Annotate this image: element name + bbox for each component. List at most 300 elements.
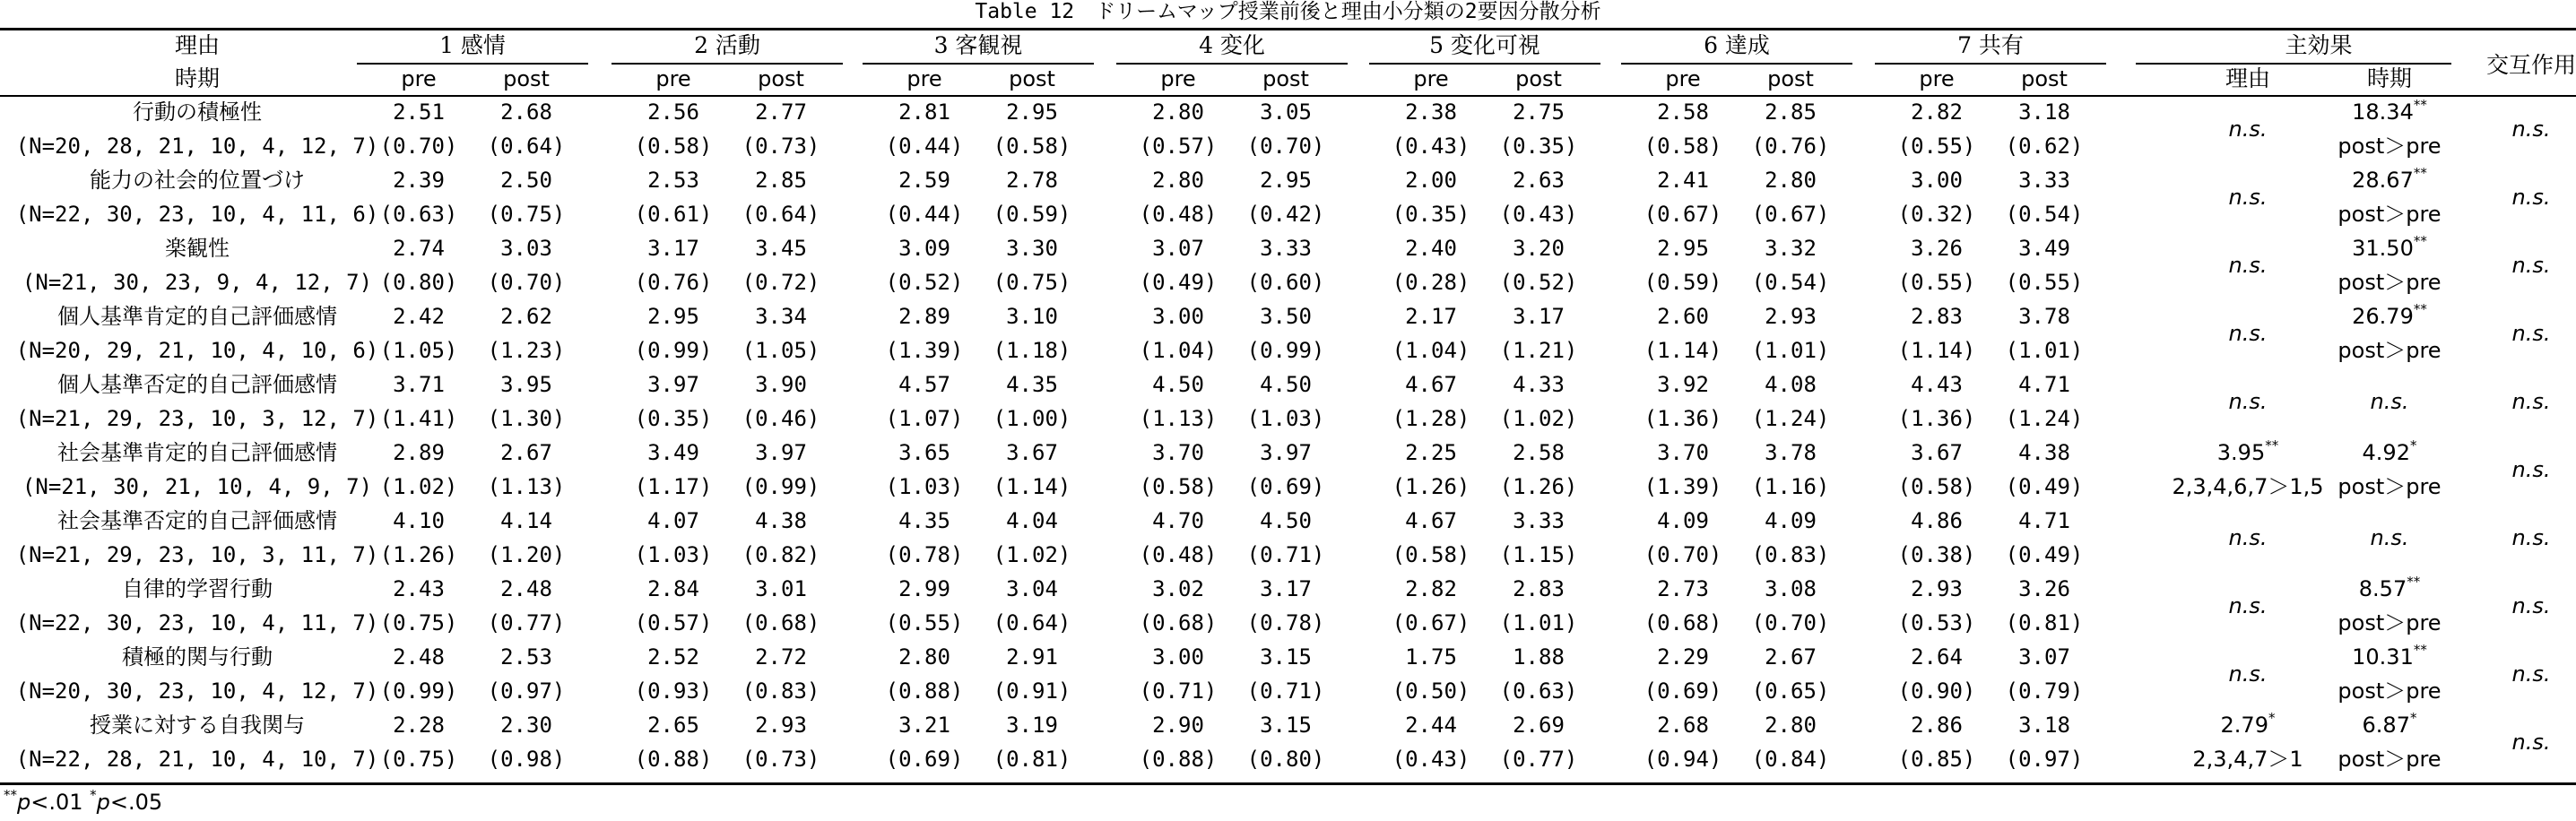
mean-cell: 3.17 xyxy=(1513,304,1565,329)
row-label: 社会基準肯定的自己評価感情 xyxy=(57,440,337,465)
mean-cell: 4.08 xyxy=(1765,372,1817,397)
sd-cell: (1.05) xyxy=(742,338,820,363)
reason-effect-ns: n.s. xyxy=(2228,593,2268,618)
main-period-header: 時期 xyxy=(2366,65,2412,91)
group-header: 1 感情 xyxy=(439,32,506,58)
row-n: (N=21, 30, 23, 9, 4, 12, 7) xyxy=(22,270,373,295)
row-label: 能力の社会的位置づけ xyxy=(90,168,305,193)
row-n: (N=22, 30, 23, 10, 4, 11, 7) xyxy=(15,610,379,635)
sd-cell: (0.59) xyxy=(1644,270,1722,295)
reason-effect-ns: n.s. xyxy=(2228,117,2268,142)
sd-cell: (0.80) xyxy=(379,270,458,295)
mean-cell: 1.75 xyxy=(1405,644,1457,670)
mean-cell: 3.04 xyxy=(1006,576,1058,601)
period-effect-note: post＞pre xyxy=(2337,270,2442,295)
group-header: 5 変化可視 xyxy=(1429,32,1540,58)
sd-cell: (0.88) xyxy=(634,747,713,772)
sd-cell: (0.48) xyxy=(1139,542,1218,567)
mean-cell: 4.70 xyxy=(1152,508,1204,533)
sd-cell: (0.63) xyxy=(1499,678,1578,704)
sd-cell: (0.64) xyxy=(742,202,820,227)
sd-cell: (1.16) xyxy=(1751,474,1830,499)
sd-cell: (0.70) xyxy=(1246,134,1325,159)
period-effect-sig: ** xyxy=(2413,301,2427,317)
mean-cell: 2.77 xyxy=(755,99,807,125)
period-effect-sig: * xyxy=(2409,437,2417,454)
sd-cell: (1.02) xyxy=(993,542,1071,567)
mean-cell: 2.68 xyxy=(500,99,552,125)
sd-cell: (0.65) xyxy=(1751,678,1830,704)
pre-header: pre xyxy=(906,66,942,91)
sd-cell: (0.70) xyxy=(1751,610,1830,635)
period-effect-value xyxy=(2300,644,2479,670)
row-n: (N=21, 30, 21, 10, 4, 9, 7) xyxy=(22,474,373,499)
mean-cell: 2.95 xyxy=(1006,99,1058,125)
pre-header: pre xyxy=(401,66,437,91)
footnote-text1: <.01 xyxy=(30,790,91,815)
mean-cell: 3.08 xyxy=(1765,576,1817,601)
sd-cell: (0.71) xyxy=(1246,542,1325,567)
row-n: (N=20, 28, 21, 10, 4, 12, 7) xyxy=(15,134,379,159)
sd-cell: (1.18) xyxy=(993,338,1071,363)
sd-cell: (0.68) xyxy=(742,610,820,635)
sd-cell: (0.49) xyxy=(2005,474,2084,499)
sd-cell: (1.24) xyxy=(2005,406,2084,431)
period-effect-value xyxy=(2300,303,2479,330)
period-effect-note: post＞pre xyxy=(2337,678,2442,704)
period-effect-value xyxy=(2300,167,2479,194)
period-effect-ns: n.s. xyxy=(2370,389,2409,414)
sd-cell: (0.75) xyxy=(379,610,458,635)
sd-cell: (1.07) xyxy=(885,406,964,431)
mean-cell: 3.26 xyxy=(2018,576,2070,601)
mean-cell: 3.10 xyxy=(1006,304,1058,329)
sd-cell: (0.72) xyxy=(742,270,820,295)
mean-cell: 2.41 xyxy=(1657,168,1709,193)
sd-cell: (1.14) xyxy=(993,474,1071,499)
interaction-value: n.s. xyxy=(2511,389,2551,414)
period-effect-note: post＞pre xyxy=(2337,610,2442,635)
reason-effect-ns: n.s. xyxy=(2228,321,2268,346)
sd-cell: (1.01) xyxy=(1751,338,1830,363)
sd-cell: (0.28) xyxy=(1392,270,1470,295)
sd-cell: (0.69) xyxy=(1246,474,1325,499)
footnote-sig2: * xyxy=(90,787,97,803)
sd-cell: (0.70) xyxy=(379,134,458,159)
sd-cell: (1.17) xyxy=(634,474,713,499)
sd-cell: (1.13) xyxy=(487,474,566,499)
sd-cell: (1.01) xyxy=(2005,338,2084,363)
interaction-value: n.s. xyxy=(2511,661,2551,687)
mean-cell: 2.28 xyxy=(393,713,445,738)
mean-cell: 3.00 xyxy=(1911,168,1963,193)
sd-cell: (0.52) xyxy=(885,270,964,295)
sd-cell: (0.53) xyxy=(1897,610,1976,635)
sd-cell: (0.75) xyxy=(993,270,1071,295)
mean-cell: 3.09 xyxy=(898,236,950,261)
mean-cell: 4.57 xyxy=(898,372,950,397)
sd-cell: (0.38) xyxy=(1897,542,1976,567)
mean-cell: 2.69 xyxy=(1513,713,1565,738)
mean-cell: 2.53 xyxy=(647,168,699,193)
sd-cell: (0.61) xyxy=(634,202,713,227)
reason-effect-sig: * xyxy=(2268,710,2276,726)
sd-cell: (1.02) xyxy=(1499,406,1578,431)
mean-cell: 2.44 xyxy=(1405,713,1457,738)
mean-cell: 3.03 xyxy=(500,236,552,261)
period-effect-note: post＞pre xyxy=(2337,202,2442,227)
row-n: (N=22, 30, 23, 10, 4, 11, 6) xyxy=(15,202,379,227)
mean-cell: 2.42 xyxy=(393,304,445,329)
group-header: 6 達成 xyxy=(1704,32,1770,58)
post-header: post xyxy=(1767,66,1814,91)
mean-cell: 2.50 xyxy=(500,168,552,193)
mean-cell: 3.65 xyxy=(898,440,950,465)
period-effect-sig: ** xyxy=(2413,233,2427,249)
reason-effect-f: 3.95 xyxy=(2216,440,2266,465)
mean-cell: 3.26 xyxy=(1911,236,1963,261)
mean-cell: 3.02 xyxy=(1152,576,1204,601)
footnote-sig1: ** xyxy=(4,787,17,803)
sd-cell: (0.58) xyxy=(634,134,713,159)
mean-cell: 2.59 xyxy=(898,168,950,193)
sd-cell: (0.58) xyxy=(993,134,1071,159)
mean-cell: 3.45 xyxy=(755,236,807,261)
mean-cell: 2.60 xyxy=(1657,304,1709,329)
row-label: 行動の積極性 xyxy=(133,99,262,125)
sd-cell: (1.30) xyxy=(487,406,566,431)
mean-cell: 2.25 xyxy=(1405,440,1457,465)
sd-cell: (0.67) xyxy=(1392,610,1470,635)
interaction-value: n.s. xyxy=(2511,253,2551,278)
mean-cell: 2.85 xyxy=(755,168,807,193)
pre-header: pre xyxy=(1413,66,1449,91)
sd-cell: (0.77) xyxy=(487,610,566,635)
sd-cell: (0.49) xyxy=(2005,542,2084,567)
period-effect-note: post＞pre xyxy=(2337,474,2442,499)
top-rule xyxy=(0,28,2576,30)
row-n: (N=20, 29, 21, 10, 4, 10, 6) xyxy=(15,338,379,363)
mean-cell: 2.83 xyxy=(1911,304,1963,329)
period-effect-value xyxy=(2300,99,2479,125)
mean-cell: 2.80 xyxy=(898,644,950,670)
sd-cell: (0.71) xyxy=(1139,678,1218,704)
sd-cell: (0.83) xyxy=(1751,542,1830,567)
reason-effect-ns: n.s. xyxy=(2228,525,2268,550)
mean-cell: 2.38 xyxy=(1405,99,1457,125)
mean-cell: 4.50 xyxy=(1260,372,1312,397)
mean-cell: 3.90 xyxy=(755,372,807,397)
period-effect-sig: ** xyxy=(2413,97,2427,113)
sd-cell: (0.55) xyxy=(1897,270,1976,295)
mean-cell: 3.49 xyxy=(2018,236,2070,261)
mean-cell: 2.29 xyxy=(1657,644,1709,670)
mean-cell: 3.07 xyxy=(1152,236,1204,261)
interaction-value: n.s. xyxy=(2511,730,2551,755)
mean-cell: 2.95 xyxy=(1260,168,1312,193)
sd-cell: (1.28) xyxy=(1392,406,1470,431)
post-header: post xyxy=(503,66,550,91)
period-effect-f: 8.57 xyxy=(2358,576,2407,601)
group-underline xyxy=(863,63,1094,65)
mean-cell: 3.07 xyxy=(2018,644,2070,670)
row-label: 授業に対する自我関与 xyxy=(90,713,305,738)
mean-cell: 3.67 xyxy=(1911,440,1963,465)
period-effect-note: post＞pre xyxy=(2337,747,2442,772)
mean-cell: 4.35 xyxy=(1006,372,1058,397)
sd-cell: (0.63) xyxy=(379,202,458,227)
sd-cell: (0.54) xyxy=(1751,270,1830,295)
sd-cell: (0.57) xyxy=(634,610,713,635)
sd-cell: (0.58) xyxy=(1139,474,1218,499)
sd-cell: (1.15) xyxy=(1499,542,1578,567)
mean-cell: 4.71 xyxy=(2018,372,2070,397)
mean-cell: 2.52 xyxy=(647,644,699,670)
sd-cell: (0.43) xyxy=(1499,202,1578,227)
mean-cell: 3.18 xyxy=(2018,99,2070,125)
row-label: 個人基準肯定的自己評価感情 xyxy=(57,304,337,329)
sd-cell: (0.71) xyxy=(1246,678,1325,704)
sd-cell: (1.14) xyxy=(1897,338,1976,363)
mean-cell: 2.51 xyxy=(393,99,445,125)
period-effect-f: 26.79 xyxy=(2352,304,2414,329)
sd-cell: (0.80) xyxy=(1246,747,1325,772)
row-label: 個人基準否定的自己評価感情 xyxy=(57,372,337,397)
sd-cell: (0.69) xyxy=(1644,678,1722,704)
row-n: (N=22, 28, 21, 10, 4, 10, 7) xyxy=(15,747,379,772)
sd-cell: (0.55) xyxy=(1897,134,1976,159)
post-header: post xyxy=(2021,66,2068,91)
mean-cell: 2.58 xyxy=(1657,99,1709,125)
main-reason-header: 理由 xyxy=(2225,65,2270,91)
sd-cell: (1.41) xyxy=(379,406,458,431)
sd-cell: (1.00) xyxy=(993,406,1071,431)
sd-cell: (1.02) xyxy=(379,474,458,499)
sd-cell: (0.94) xyxy=(1644,747,1722,772)
mean-cell: 3.33 xyxy=(2018,168,2070,193)
sd-cell: (0.97) xyxy=(487,678,566,704)
sd-cell: (0.79) xyxy=(2005,678,2084,704)
mean-cell: 4.10 xyxy=(393,508,445,533)
mean-cell: 3.05 xyxy=(1260,99,1312,125)
table-caption: Table 12 ドリームマップ授業前後と理由小分類の2要因分散分析 xyxy=(975,0,1601,23)
interaction-value: n.s. xyxy=(2511,593,2551,618)
sd-cell: (0.42) xyxy=(1246,202,1325,227)
mean-cell: 2.40 xyxy=(1405,236,1457,261)
sd-cell: (0.76) xyxy=(634,270,713,295)
reason-effect-note: 2,3,4,6,7＞1,5 xyxy=(2172,474,2324,499)
period-effect-sig: ** xyxy=(2407,574,2421,590)
sd-cell: (0.68) xyxy=(1139,610,1218,635)
sd-cell: (0.68) xyxy=(1644,610,1722,635)
group-underline xyxy=(1369,63,1600,65)
sd-cell: (1.24) xyxy=(1751,406,1830,431)
mean-cell: 4.07 xyxy=(647,508,699,533)
reason-effect-ns: n.s. xyxy=(2228,253,2268,278)
sd-cell: (0.58) xyxy=(1644,134,1722,159)
period-effect-sig: ** xyxy=(2413,165,2427,181)
sd-cell: (1.23) xyxy=(487,338,566,363)
sd-cell: (0.84) xyxy=(1751,747,1830,772)
mean-cell: 2.83 xyxy=(1513,576,1565,601)
mean-cell: 3.70 xyxy=(1657,440,1709,465)
mean-cell: 2.17 xyxy=(1405,304,1457,329)
period-effect-value xyxy=(2300,439,2479,466)
mean-cell: 4.71 xyxy=(2018,508,2070,533)
sd-cell: (0.78) xyxy=(1246,610,1325,635)
reason-effect-f: 2.79 xyxy=(2220,713,2268,738)
sd-cell: (0.67) xyxy=(1751,202,1830,227)
mean-cell: 3.20 xyxy=(1513,236,1565,261)
period-effect-sig: ** xyxy=(2413,642,2427,658)
sd-cell: (1.39) xyxy=(885,338,964,363)
pre-header: pre xyxy=(1665,66,1701,91)
mean-cell: 1.88 xyxy=(1513,644,1565,670)
sd-cell: (1.04) xyxy=(1139,338,1218,363)
sd-cell: (0.46) xyxy=(742,406,820,431)
sd-cell: (0.48) xyxy=(1139,202,1218,227)
mean-cell: 3.34 xyxy=(755,304,807,329)
mean-cell: 3.32 xyxy=(1765,236,1817,261)
sd-cell: (0.83) xyxy=(742,678,820,704)
row-label: 楽観性 xyxy=(165,236,230,261)
sd-cell: (1.26) xyxy=(1392,474,1470,499)
mean-cell: 2.48 xyxy=(500,576,552,601)
sd-cell: (0.35) xyxy=(634,406,713,431)
mean-cell: 3.33 xyxy=(1513,508,1565,533)
sd-cell: (0.99) xyxy=(634,338,713,363)
sd-cell: (0.54) xyxy=(2005,202,2084,227)
interaction-value: n.s. xyxy=(2511,117,2551,142)
mean-cell: 3.15 xyxy=(1260,713,1312,738)
sd-cell: (0.78) xyxy=(885,542,964,567)
table-footnote xyxy=(4,789,162,816)
row-n: (N=21, 29, 23, 10, 3, 12, 7) xyxy=(15,406,379,431)
mean-cell: 2.63 xyxy=(1513,168,1565,193)
mean-cell: 4.38 xyxy=(755,508,807,533)
sd-cell: (1.26) xyxy=(1499,474,1578,499)
sd-cell: (0.69) xyxy=(885,747,964,772)
sd-cell: (0.43) xyxy=(1392,747,1470,772)
mean-cell: 4.86 xyxy=(1911,508,1963,533)
mean-cell: 2.80 xyxy=(1152,99,1204,125)
sd-cell: (0.81) xyxy=(993,747,1071,772)
mean-cell: 2.65 xyxy=(647,713,699,738)
sd-cell: (0.70) xyxy=(487,270,566,295)
sd-cell: (0.85) xyxy=(1897,747,1976,772)
sd-cell: (1.36) xyxy=(1897,406,1976,431)
mean-cell: 2.93 xyxy=(755,713,807,738)
sd-cell: (0.32) xyxy=(1897,202,1976,227)
sd-cell: (0.58) xyxy=(1392,542,1470,567)
mean-cell: 4.04 xyxy=(1006,508,1058,533)
group-header: 3 客観視 xyxy=(933,32,1023,58)
mean-cell: 2.90 xyxy=(1152,713,1204,738)
mean-cell: 2.93 xyxy=(1911,576,1963,601)
sd-cell: (0.44) xyxy=(885,134,964,159)
period-effect-note: post＞pre xyxy=(2337,338,2442,363)
group-underline xyxy=(357,63,588,65)
mean-cell: 3.21 xyxy=(898,713,950,738)
sd-cell: (0.90) xyxy=(1897,678,1976,704)
sd-cell: (0.99) xyxy=(1246,338,1325,363)
mean-cell: 2.89 xyxy=(393,440,445,465)
sd-cell: (1.26) xyxy=(379,542,458,567)
bottom-rule xyxy=(0,782,2576,785)
mean-cell: 2.95 xyxy=(1657,236,1709,261)
footnote-p1: p xyxy=(17,790,31,815)
reason-effect-note: 2,3,4,7＞1 xyxy=(2192,747,2303,772)
mean-cell: 2.62 xyxy=(500,304,552,329)
sd-cell: (0.49) xyxy=(1139,270,1218,295)
mean-cell: 2.75 xyxy=(1513,99,1565,125)
mean-cell: 3.49 xyxy=(647,440,699,465)
mean-cell: 2.91 xyxy=(1006,644,1058,670)
mean-cell: 2.39 xyxy=(393,168,445,193)
mean-cell: 3.18 xyxy=(2018,713,2070,738)
pre-header: pre xyxy=(1160,66,1196,91)
mean-cell: 2.80 xyxy=(1152,168,1204,193)
reason-header: 理由 xyxy=(174,32,220,58)
sd-cell: (1.03) xyxy=(1246,406,1325,431)
mean-cell: 2.93 xyxy=(1765,304,1817,329)
mean-cell: 3.71 xyxy=(393,372,445,397)
sd-cell: (0.88) xyxy=(1139,747,1218,772)
period-header: 時期 xyxy=(174,65,220,91)
mean-cell: 4.67 xyxy=(1405,508,1457,533)
period-effect-f: 28.67 xyxy=(2352,168,2414,193)
mean-cell: 4.35 xyxy=(898,508,950,533)
mean-cell: 4.50 xyxy=(1260,508,1312,533)
mean-cell: 4.50 xyxy=(1152,372,1204,397)
mean-cell: 3.95 xyxy=(500,372,552,397)
post-header: post xyxy=(1009,66,1055,91)
sd-cell: (0.60) xyxy=(1246,270,1325,295)
sd-cell: (1.14) xyxy=(1644,338,1722,363)
sd-cell: (1.21) xyxy=(1499,338,1578,363)
footnote-text2: <.05 xyxy=(109,790,163,815)
mean-cell: 2.89 xyxy=(898,304,950,329)
sd-cell: (0.75) xyxy=(379,747,458,772)
mean-cell: 3.97 xyxy=(647,372,699,397)
row-label: 自律的学習行動 xyxy=(122,576,273,601)
pre-header: pre xyxy=(1919,66,1955,91)
sd-cell: (0.55) xyxy=(885,610,964,635)
pre-header: pre xyxy=(655,66,691,91)
sd-cell: (0.62) xyxy=(2005,134,2084,159)
mean-cell: 4.09 xyxy=(1657,508,1709,533)
main-effect-header: 主効果 xyxy=(2285,32,2353,58)
mean-cell: 2.74 xyxy=(393,236,445,261)
mean-cell: 4.09 xyxy=(1765,508,1817,533)
mean-cell: 2.81 xyxy=(898,99,950,125)
mean-cell: 2.58 xyxy=(1513,440,1565,465)
mean-cell: 2.30 xyxy=(500,713,552,738)
sd-cell: (0.58) xyxy=(1897,474,1976,499)
sd-cell: (0.99) xyxy=(379,678,458,704)
interaction-header: 交互作用 xyxy=(2485,52,2576,78)
mean-cell: 2.67 xyxy=(500,440,552,465)
mean-cell: 4.67 xyxy=(1405,372,1457,397)
sd-cell: (0.99) xyxy=(742,474,820,499)
sd-cell: (0.77) xyxy=(1499,747,1578,772)
mid-rule xyxy=(0,95,2576,97)
sd-cell: (1.03) xyxy=(634,542,713,567)
sd-cell: (1.03) xyxy=(885,474,964,499)
mean-cell: 2.95 xyxy=(647,304,699,329)
sd-cell: (0.88) xyxy=(885,678,964,704)
sd-cell: (1.04) xyxy=(1392,338,1470,363)
